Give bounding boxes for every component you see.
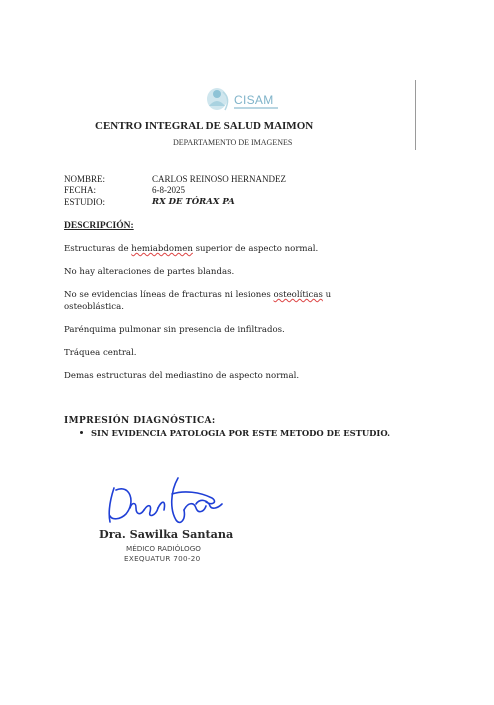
description-paragraph [64, 243, 384, 255]
department-title: DEPARTAMENTO DE IMAGENES [173, 138, 293, 147]
description-paragraph [64, 289, 384, 313]
signer-title: MÉDICO RADIÓLOGO [126, 544, 201, 553]
text-run: u osteoblástica. [64, 290, 332, 312]
text-run: Estructuras de [64, 244, 132, 254]
impression-item [80, 428, 390, 438]
signer-license: EXEQUATUR 700-20 [124, 554, 201, 563]
name-label: NOMBRE: [64, 174, 106, 184]
description-paragraph: Parénquima pulmonar sin presencia de infiltrados. [64, 325, 285, 335]
spellcheck-word: osteolíticas [273, 290, 323, 300]
impression-item-text: SIN EVIDENCIA PATOLOGIA POR ESTE METODO DE ESTUDIO. [91, 428, 391, 438]
study-value: RX DE TÓRAX PA [152, 197, 235, 207]
logo-underline [234, 107, 278, 109]
margin-divider [415, 80, 416, 150]
name-value: CARLOS REINOSO HERNANDEZ [152, 174, 287, 184]
logo-text: CISAM [234, 93, 274, 107]
bullet-icon [80, 431, 83, 434]
description-heading: DESCRIPCIÓN: [64, 221, 134, 231]
description-paragraph: No hay alteraciones de partes blandas. [64, 267, 235, 277]
text-run: superior de aspecto normal. [192, 244, 319, 254]
description-paragraph: Tráquea central. [64, 348, 137, 358]
study-label: ESTUDIO: [64, 197, 105, 207]
impression-heading: IMPRESIÓN DIAGNÓSTICA: [64, 416, 216, 426]
spellcheck-word: hemiabdomen [131, 244, 193, 254]
handwritten-signature [100, 470, 230, 530]
signer-name: Dra. Sawilka Santana [99, 527, 234, 541]
date-value: 6-8-2025 [152, 185, 185, 195]
description-paragraph: Demas estructuras del mediastino de aspecto normal. [64, 371, 300, 381]
date-label: FECHA: [64, 185, 97, 195]
organization-title: CENTRO INTEGRAL DE SALUD MAIMON [95, 120, 314, 132]
text-run: No se evidencias líneas de fracturas ni lesiones [64, 290, 274, 300]
